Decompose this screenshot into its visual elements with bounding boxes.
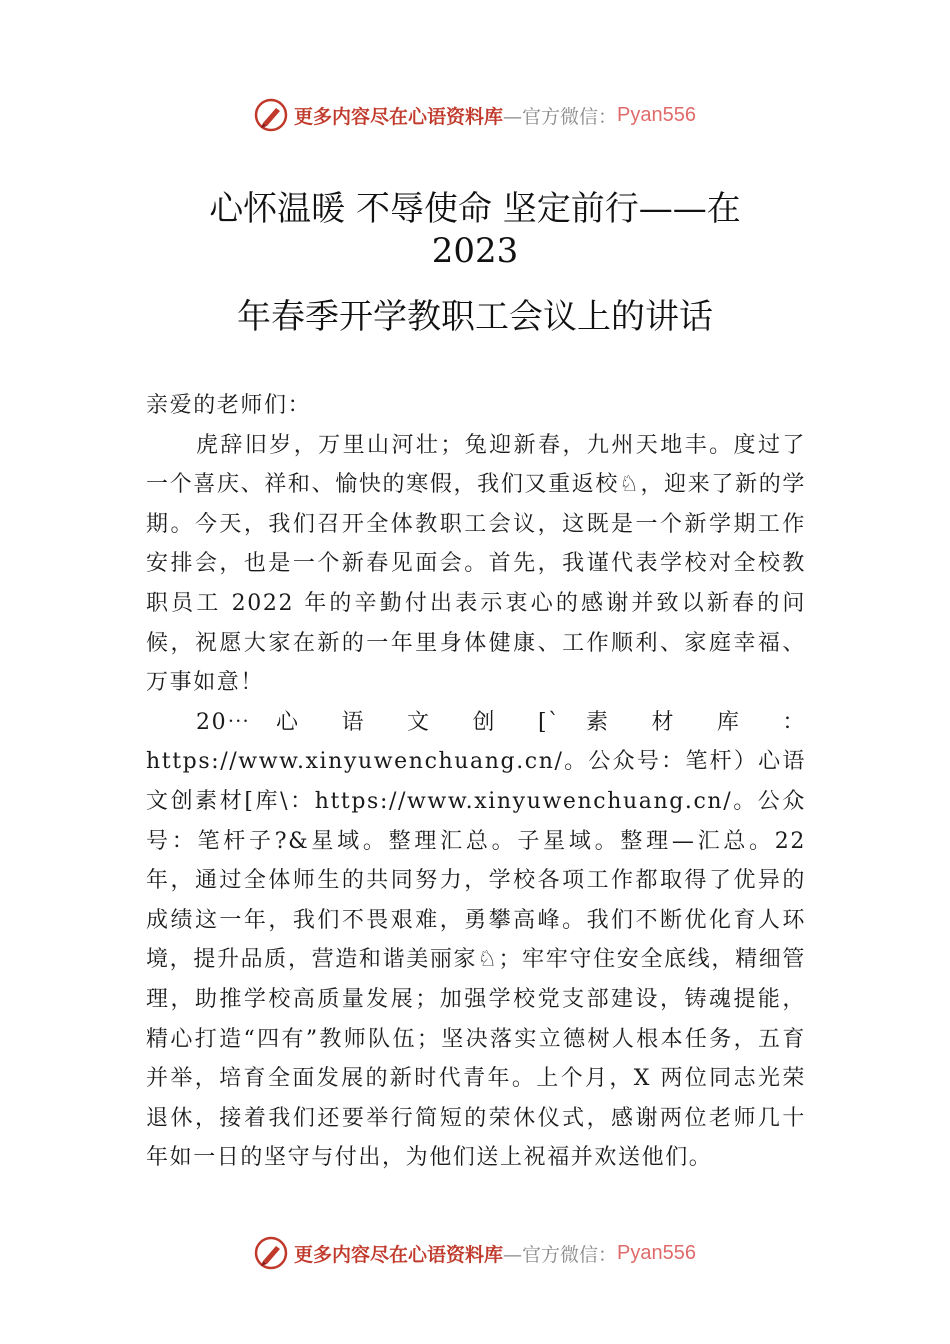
paragraph-1: 虎辞旧岁，万里山河壮；兔迎新春，九州天地丰。度过了一个喜庆、祥和、愉快的寒假，我们又重返校♘，迎来了新的学期。今天，我们召开全体教职工会议，这既是一个新学期工作安排会，也是一个新春见面会。首先，我谨代表学校对全校教职员工 2022 年的辛勤付出表示衷心的感谢并致以新春的问候，祝愿大家在新的一年里身体健康、工作顺利、家庭幸福、万事如意！ [146, 432, 806, 696]
banner-gray-text: —官方微信： [503, 1243, 618, 1266]
banner-gray-text: —官方微信： [503, 105, 618, 128]
banner-wechat-id: Pyan556 [617, 103, 696, 126]
banner-red-text: 更多内容尽在心语资料库 [294, 105, 504, 128]
pen-logo-icon [254, 98, 288, 132]
pen-logo-icon [254, 1236, 288, 1270]
title-line-2: 2023 [431, 231, 519, 271]
footer-banner [0, 1233, 950, 1273]
header-banner [0, 95, 950, 135]
title-line-1: 心怀温暖 不辱使命 坚定前行——在 [209, 189, 741, 229]
paragraph-2: 20⋯ 心 语 文 创 [` 素 材 库 ： https://www.xinyuwenchuang.cn/。公众号：笔杆）心语文创素材[库\：https://www.xinyuwenchuang.cn/。公众号：笔杆子?&星域。整理汇总。子星域。整理—汇总。22 年，通过全体师生的共同努力，学校各项工作都取得了优异的成绩这一年，我们不畏艰难，勇攀高峰。我们不断优化育人环境，提升品质，营造和谐美丽家♘；牢牢守住安全底线，精细管理，助推学校高质量发展；加强学校党支部建设，铸魂提能，精心打造“四有”教师队伍；坚决落实立德树人根本任务，五育并举，培育全面发展的新时代青年。上个月，X 两位同志光荣退休，接着我们还要举行简短的荣休仪式，感谢两位老师几十年如一日的坚守与付出，为他们送上祝福并欢送他们。 [146, 709, 806, 1171]
banner-red-text: 更多内容尽在心语资料库 [294, 1243, 504, 1266]
document-body [146, 386, 806, 1178]
greeting: 亲爱的老师们： [146, 393, 312, 418]
title-line-3: 年春季开学教职工会议上的讲话 [237, 297, 713, 337]
banner-wechat-id: Pyan556 [617, 1241, 696, 1264]
